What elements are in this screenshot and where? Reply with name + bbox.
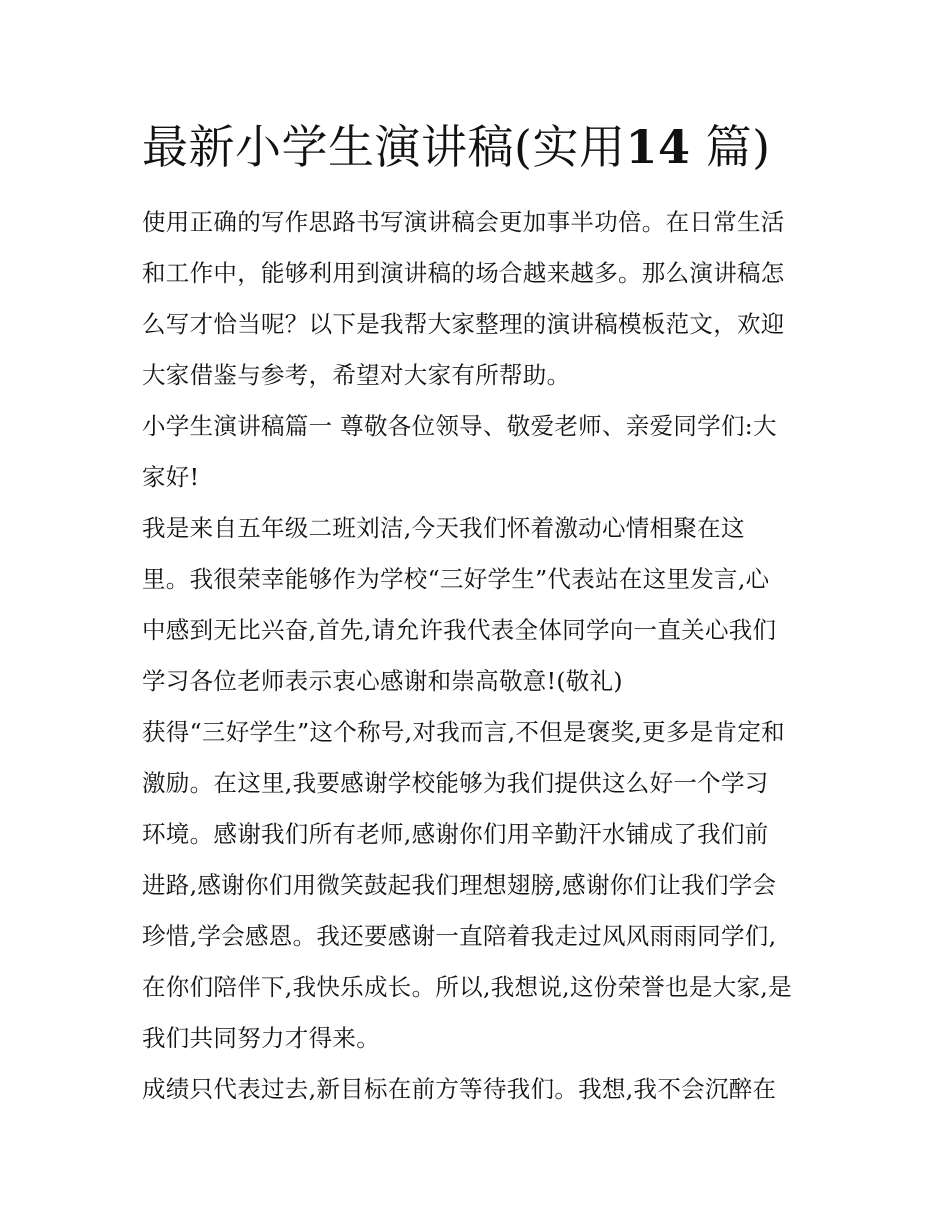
paragraph-line: 中感到无比兴奋,首先,请允许我代表全体同学向一直关心我们 [142,616,777,644]
title-tail: 篇) [705,120,771,174]
paragraph-line: 使用正确的写作思路书写演讲稿会更加事半功倍。在日常生活 [142,208,785,236]
paragraph-line: 珍惜,学会感恩。我还要感谢一直陪着我走过风风雨雨同学们, [142,922,777,950]
paragraph-line: 么写才恰当呢？以下是我帮大家整理的演讲稿模板范文，欢迎 [142,310,785,338]
paragraph-line: 家好! [142,463,200,491]
document-title [142,112,771,182]
paragraph-line: 在你们陪伴下,我快乐成长。所以,我想说,这份荣誉也是大家,是 [142,973,792,1001]
paragraph-line: 获得“三好学生”这个称号,对我而言,不但是褒奖,更多是肯定和 [142,718,785,746]
paragraph-line: 大家借鉴与参考，希望对大家有所帮助。 [142,361,571,389]
paragraph-line: 小学生演讲稿篇一 尊敬各位领导、敬爱老师、亲爱同学们:大 [142,412,777,440]
paragraph-line: 学习各位老师表示衷心感谢和崇高敬意!(敬礼) [142,667,623,695]
paragraph-line: 成绩只代表过去,新目标在前方等待我们。我想,我不会沉醉在 [142,1075,777,1103]
title-text: 最新小学生演讲稿(实用 [142,120,626,174]
paragraph-line: 激励。在这里,我要感谢学校能够为我们提供这么好一个学习 [142,769,769,797]
paragraph-line: 和工作中，能够利用到演讲稿的场合越来越多。那么演讲稿怎 [142,259,785,287]
paragraph-line: 里。我很荣幸能够作为学校“三好学生”代表站在这里发言,心 [142,565,770,593]
paragraph-line: 环境。感谢我们所有老师,感谢你们用辛勤汗水铺成了我们前 [142,820,769,848]
title-number: 14 [625,120,691,174]
paragraph-line: 我们共同努力才得来。 [142,1024,380,1052]
paragraph-line: 我是来自五年级二班刘洁,今天我们怀着激动心情相聚在这 [142,514,745,542]
paragraph-line: 进路,感谢你们用微笑鼓起我们理想翅膀,感谢你们让我们学会 [142,871,777,899]
